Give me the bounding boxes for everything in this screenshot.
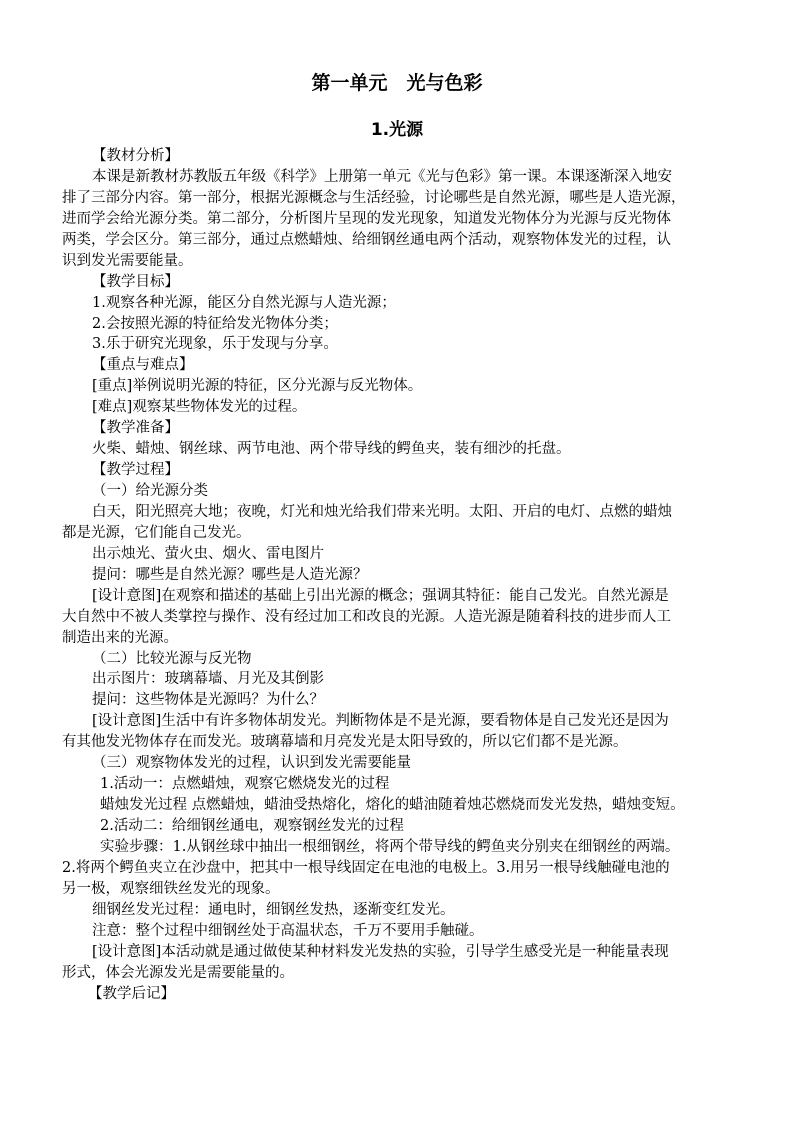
design-intent-line: [设计意图]生活中有许多物体胡发光。判断物体是不是光源，要看物体是自己发光还是因为 [92,713,669,729]
paragraph-line: 出示图片：玻璃幕墙、月光及其倒影 [92,671,324,687]
section-heading-key-points: 【重点与难点】 [92,357,194,373]
caution-line: 注意：整个过程中细钢丝处于高温状态，千万不要用手触碰。 [92,923,484,939]
key-point-line: [重点]举例说明光源的特征，区分光源与反光物体。 [92,378,423,394]
activity-heading: 2.活动二：给细钢丝通电，观察钢丝发光的过程 [100,818,404,834]
document-title: 第一单元 光与色彩 [311,72,483,94]
design-intent-line: [设计意图]本活动就是通过做使某种材料发光发热的实验，引导学生感受光是一种能量表现 [92,944,669,960]
section-heading-textbook-analysis: 【教材分析】 [92,148,179,164]
goal-item: 3.乐于研究光现象，乐于发现与分享。 [92,336,338,352]
question-line: 提问：哪些是自然光源？哪些是人造光源？ [92,567,368,583]
materials-line: 火柴、蜡烛、钢丝球、两节电池、两个带导线的鳄鱼夹，装有细沙的托盘。 [92,441,571,457]
paragraph-line: 蜡烛发光过程 点燃蜡烛，蜡油受热熔化，熔化的蜡油随着烛芯燃烧而发光发热，蜡烛变短。 [100,797,685,813]
activity-heading: 1.活动一：点燃蜡烛，观察它燃烧发光的过程 [100,776,390,792]
paragraph-line: 另一极，观察细铁丝发光的现象。 [62,881,280,897]
paragraph-line: 进而学会给光源分类。第二部分，分析图片呈现的发光现象，知道发光物体分为光源与反光物体 [62,211,671,227]
paragraph-line: 本课是新教材苏教版五年级《科学》上册第一单元《光与色彩》第一课。本课逐渐深入地安 [92,169,672,185]
goal-item: 2.会按照光源的特征给发光物体分类； [92,316,338,332]
section-heading-teaching-notes: 【教学后记】 [88,986,175,1002]
lesson-title: 1.光源 [370,120,424,140]
difficulty-line: [难点]观察某些物体发光的过程。 [92,399,307,415]
paragraph-line: 白天，阳光照亮大地；夜晚，灯光和烛光给我们带来光明。太阳、开启的电灯、点燃的蜡烛 [92,504,672,520]
subsection-heading: （二）比较光源与反光物 [92,651,252,667]
subsection-heading: （三）观察物体发光的过程，认识到发光需要能量 [92,755,411,771]
section-heading-preparation: 【教学准备】 [92,420,179,436]
question-line: 提问：这些物体是光源吗？为什么？ [92,692,324,708]
experiment-steps-line: 实验步骤：1.从钢丝球中抽出一根细钢丝，将两个带导线的鳄鱼夹分别夹在细钢丝的两端。 [100,839,680,855]
design-intent-line: [设计意图]在观察和描述的基础上引出光源的概念；强调其特征：能自己发光。自然光源是 [92,588,669,604]
paragraph-line: 两类，学会区分。第三部分，通过点燃蜡烛、给细钢丝通电两个活动，观察物体发光的过程，认 [62,232,671,248]
paragraph-line: 有其他发光物体存在而发光。玻璃幕墙和月亮发光是太阳导致的，所以它们都不是光源。 [62,734,628,750]
paragraph-line: 细钢丝发光过程：通电时，细钢丝发热，逐渐变红发光。 [92,902,455,918]
goal-item: 1.观察各种光源，能区分自然光源与人造光源； [92,295,396,311]
paragraph-line: 出示烛光、萤火虫、烟火、雷电图片 [92,546,324,562]
paragraph-line: 都是光源，它们能自己发光。 [62,525,251,541]
paragraph-line: 大自然中不被人类掌控与操作、没有经过加工和改良的光源。人造光源是随着科技的进步而人工 [62,609,671,625]
paragraph-line: 排了三部分内容。第一部分，根据光源概念与生活经验，讨论哪些是自然光源，哪些是人造光源， [62,190,686,206]
section-heading-teaching-goals: 【教学目标】 [92,274,179,290]
paragraph-line: 识到发光需要能量。 [62,253,193,269]
section-heading-teaching-process: 【教学过程】 [92,462,179,478]
paragraph-line: 制造出来的光源。 [62,630,178,646]
subsection-heading: （一）给光源分类 [92,483,208,499]
paragraph-line: 2.将两个鳄鱼夹立在沙盘中，把其中一根导线固定在电池的电极上。3.用另一根导线触碰电池的 [62,860,670,876]
paragraph-line: 形式，体会光源发光是需要能量的。 [62,965,294,981]
